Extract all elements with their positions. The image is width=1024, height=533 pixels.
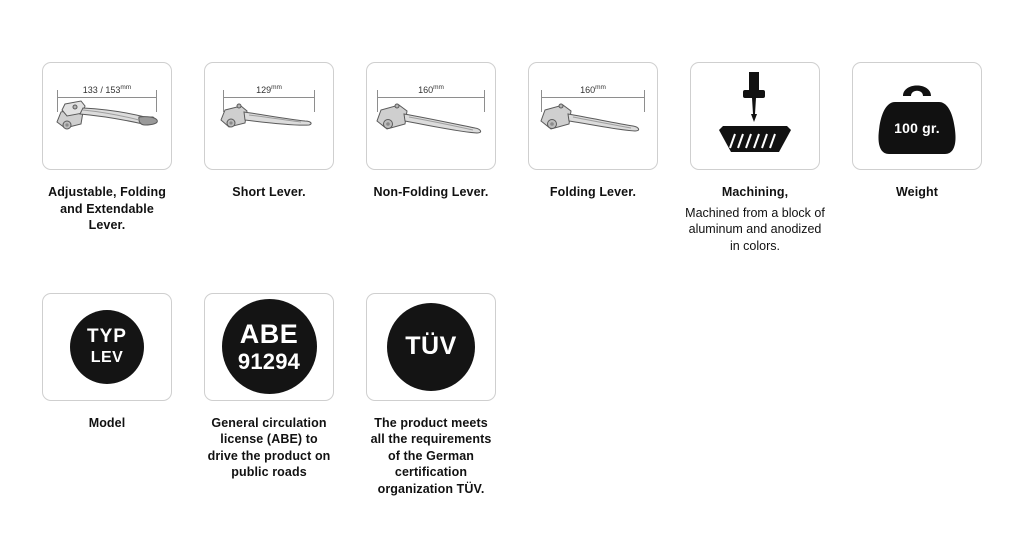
lever-card: [366, 62, 496, 170]
dimension-unit: mm: [120, 84, 132, 91]
weight-kettlebell-icon: [867, 68, 967, 164]
feature-caption: Weight: [895, 185, 939, 199]
abe-badge-number: 91294: [237, 348, 301, 374]
feature-caption: Short Lever.: [232, 185, 306, 199]
lever-non-folding-icon: [371, 68, 491, 164]
feature-caption: Non-Folding Lever.: [373, 185, 489, 199]
feature-non-folding-lever: [366, 62, 496, 201]
weight-card: [852, 62, 982, 170]
abe-badge-line1: ABE: [239, 318, 299, 349]
lever-card: [42, 62, 172, 170]
lever-drawing: [371, 98, 491, 154]
lever-adjustable-folding-icon: [47, 68, 167, 164]
dimension-value: 133 / 153: [82, 85, 121, 95]
dimension-label: [533, 84, 653, 95]
dimension-unit: mm: [595, 84, 606, 91]
machining-card: [690, 62, 820, 170]
dimension-label: [47, 84, 167, 95]
feature-folding-lever: [528, 62, 658, 201]
lever-folding-icon: [533, 68, 653, 164]
feature-caption: Machining,: [721, 185, 789, 199]
tuv-badge-text: TÜV: [405, 332, 457, 360]
abe-card: [204, 293, 334, 401]
feature-caption: Adjustable, Folding and Extendable Lever.: [48, 185, 166, 233]
feature-abe-license: [204, 293, 334, 482]
feature-subcaption: Machined from a block of aluminum and anodized in colors.: [685, 205, 825, 253]
dimension-value: 160: [418, 85, 434, 95]
lever-drawing: [533, 98, 653, 154]
feature-caption: Model: [88, 415, 126, 430]
feature-caption: General circulation license (ABE) to drive the product on public roads: [207, 415, 331, 480]
lever-card: [204, 62, 334, 170]
model-badge-line1: TYP: [87, 326, 127, 347]
dimension-unit: mm: [271, 84, 282, 91]
lever-short-icon: [209, 68, 329, 164]
feature-adjustable-folding-extendable: [42, 62, 172, 234]
tuv-certification-icon: [387, 303, 475, 391]
dimension-label: [209, 84, 329, 95]
feature-machining: [685, 62, 825, 255]
feature-tuv-certification: [366, 293, 496, 498]
abe-certification-icon: [222, 299, 317, 394]
lever-card: [528, 62, 658, 170]
feature-caption: Folding Lever.: [549, 185, 637, 199]
feature-weight: [852, 62, 982, 201]
feature-caption: The product meets all the requirements of the German certification organization TÜV.: [370, 415, 492, 496]
weight-value: 100 gr.: [894, 120, 940, 136]
feature-row-top: [0, 0, 1024, 255]
lever-drawing: [47, 98, 167, 154]
dimension-value: 160: [580, 85, 596, 95]
dimension-label: [371, 84, 491, 95]
dimension-value: 129: [256, 85, 272, 95]
model-typ-lev-icon: [70, 310, 144, 384]
feature-short-lever: [204, 62, 334, 201]
tuv-card: [366, 293, 496, 401]
lever-drawing: [209, 98, 329, 154]
feature-model: [42, 293, 172, 432]
cnc-machining-icon: [703, 68, 807, 164]
kettlebell-shape: [867, 68, 967, 164]
feature-row-bottom: [0, 255, 1024, 498]
model-badge-line2: LEV: [90, 349, 124, 366]
model-card: [42, 293, 172, 401]
dimension-unit: mm: [433, 84, 444, 91]
